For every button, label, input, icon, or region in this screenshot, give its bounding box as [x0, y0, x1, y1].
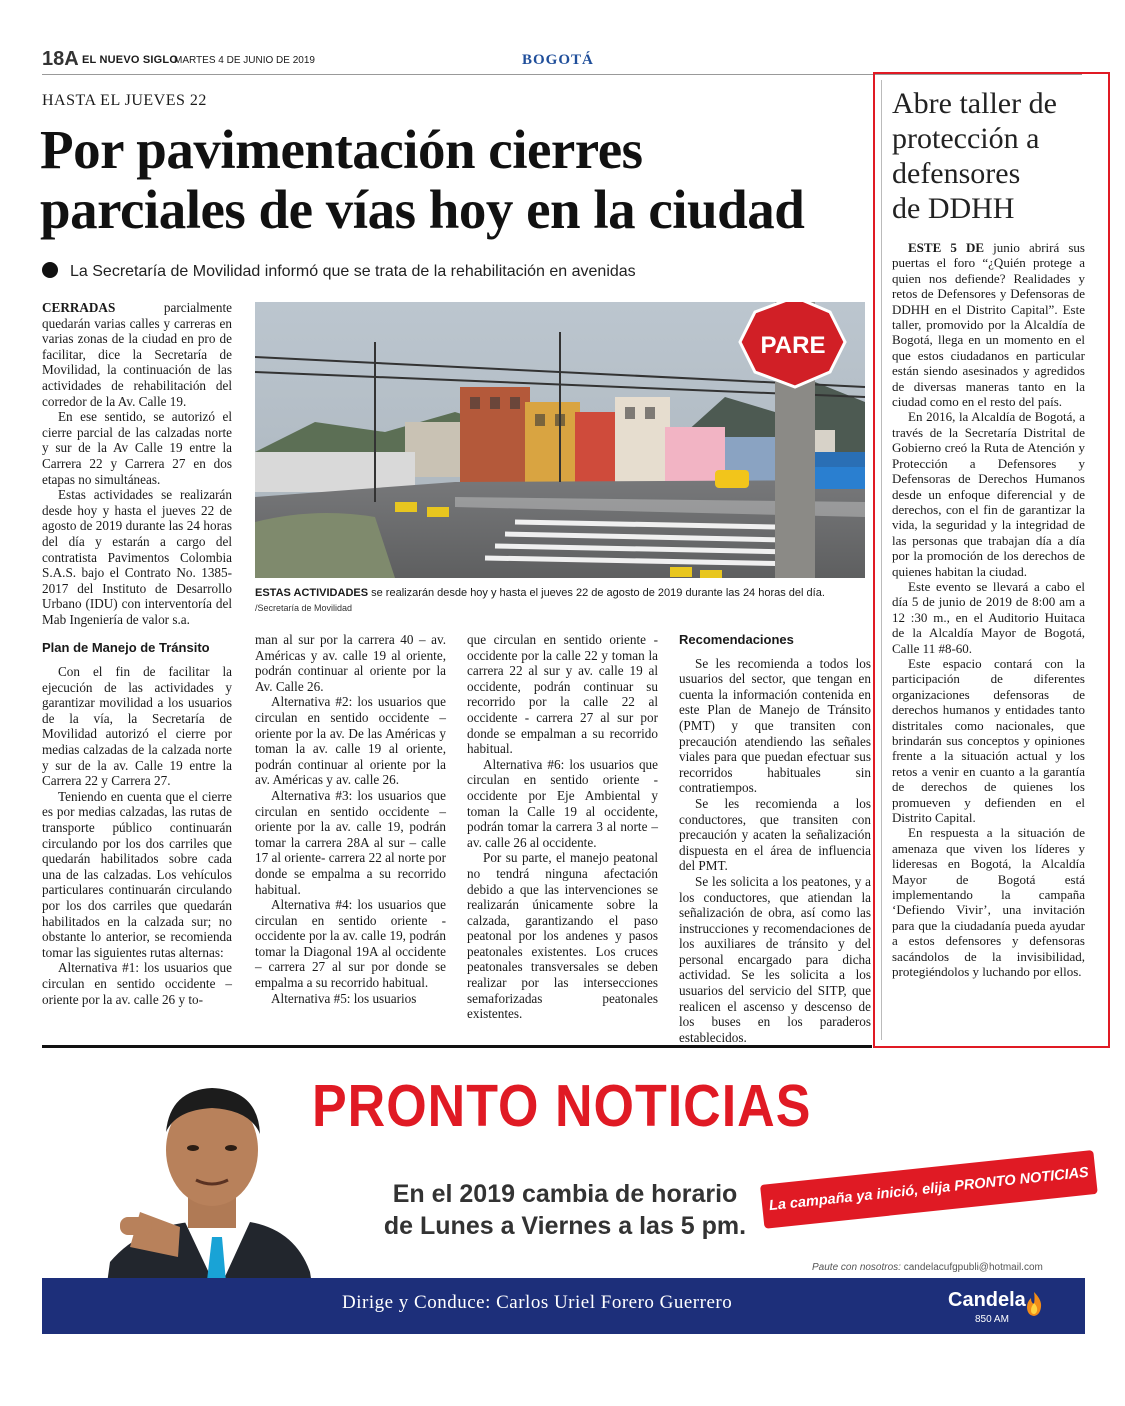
- page-number: 18A: [42, 48, 79, 70]
- ad-title: PRONTO NOTICIAS: [312, 1073, 812, 1140]
- sidebar-title-line-1: Abre taller de: [892, 87, 1057, 120]
- ad-host-line: Dirige y Conduce: Carlos Uriel Forero Guerrero: [342, 1292, 733, 1313]
- sidebar-paragraph-4: Este espacio contará con la participación de diferentes organizaciones defensoras de derechos humanos y entidades tanto distritales como nacionales, que brindarán sus conceptos y opiniones frente a la situación actual y los retos a venir en cuanto a la garantía de derechos de quienes los promueven y defienden en el Distrito Capital.: [892, 655, 1085, 826]
- sidebar-rule: [881, 80, 882, 1040]
- col1-subheading: Plan de Manejo de Tránsito: [42, 640, 210, 656]
- sidebar-paragraph-3: Este evento se llevará a cabo el día 5 de junio de 2019 de 8:00 am a 12 :30 m., en el Auditorio Huitaca de la Alcaldía Mayor de Bogotá, Calle 11 #8-60.: [892, 578, 1085, 656]
- ad-schedule-line-1: En el 2019 cambia de horario: [392, 1180, 738, 1208]
- col1-paragraph-6: Alternativa #1: los usuarios que circulan en sentido occidente – oriente por la av. calle 26 y to-: [42, 960, 232, 1007]
- caption-text: se realizarán desde hoy y hasta el jueves 22 de agosto de 2019 durante las 24 horas del día.: [368, 587, 825, 599]
- street-scene-illustration: [255, 302, 865, 578]
- issue-date: MARTES 4 DE JUNIO DE 2019: [174, 55, 315, 66]
- ad-contact-email: candelacufgpubli@hotmail.com: [903, 1262, 1043, 1273]
- sidebar-title-line-3: defensores: [892, 157, 1021, 190]
- col1-paragraph-3: Estas actividades se realizarán desde hoy y hasta el jueves 22 de agosto de 2019 durante las 24 horas del día y estarán a cargo del contratista Pavimentos Colombia S.A.S. bajo el Contrato No. 1385-2017 del Instituto de Desarrollo Urbano (IDU) con interventoría del Mab Ingeniería de valor s.a.: [42, 487, 232, 627]
- sidebar-paragraph-1: [892, 240, 1085, 409]
- stop-sign-text: PARE: [760, 332, 826, 359]
- col2-paragraph-2: Alternativa #2: los usuarios que circulan en sentido occidente – oriente por la av. De las Américas y toman la av. calle 19 al oriente, podrán continuar al oriente por la av. Américas y av. calle 26.: [255, 694, 446, 788]
- photo-credit: /Secretaría de Movilidad: [255, 603, 353, 613]
- col3-paragraph-3: Por su parte, el manejo peatonal no tendrá ninguna afectación debido a que las intervenciones se realizarán únicamente sobre la calzada, garantizando el paso peatonal por los andenes y pasos peatonales existentes. Los cruces peatonales transversales se deben realizar por las intersecciones semaforizadas peatonales existentes.: [467, 850, 658, 1022]
- article-headline: [40, 120, 860, 240]
- ad-campaign-banner: La campaña ya inició, elija PRONTO NOTICIAS: [760, 1150, 1098, 1229]
- article-bottom-rule: [42, 1045, 872, 1048]
- street-photo: [255, 302, 865, 578]
- masthead: [42, 50, 1084, 72]
- section-name: BOGOTÁ: [522, 52, 594, 68]
- article-subhead: [42, 262, 842, 281]
- col3-paragraph-1: que circulan en sentido oriente - occidente por la calle 22 y toman la carrera 22 al sur y av. calle 19 al occidente, podrán continuar su recorrido por la calle 22 al occidente - carrera 27 al sur por donde se empalman a su recorrido habitual.: [467, 632, 658, 757]
- article-column-1: [42, 300, 232, 1007]
- sidebar-body: [892, 240, 1085, 980]
- newspaper-name: EL NUEVO SIGLO: [82, 54, 179, 66]
- sidebar-title-line-2: protección a: [892, 122, 1040, 155]
- col4-paragraph-1: Se les recomienda a todos los usuarios del sector, que tengan en cuenta la información contenida en este Plan de Manejo de Tránsito (PMT) y que transiten con precaución atendiendo las señales viales para que puedan efectuar sus recorridos habituales sin contratiempos.: [679, 655, 871, 796]
- bullet-icon: [42, 262, 58, 278]
- subhead-text: La Secretaría de Movilidad informó que se trata de la rehabilitación en avenidas: [70, 263, 636, 280]
- station-logo: Candela: [948, 1289, 1026, 1311]
- col1-paragraph-2: En ese sentido, se autorizó el cierre parcial de las calzadas norte y sur de la Av Calle 19 entre la Carrera 22 y Carrera 27 en dos etapas no simultáneas.: [42, 409, 232, 487]
- lead-word: CERRADAS: [42, 300, 116, 315]
- ad-contact: [812, 1262, 1043, 1273]
- ad-schedule-line-2: de Lunes a Viernes a las 5 pm.: [383, 1212, 747, 1240]
- col1-paragraph-4: Con el fin de facilitar la ejecución de las actividades y garantizar movilidad a los usuarios de la vía, la Secretaría de Movilidad autorizó el cierre por medias calzadas de la calzada norte y sur de la av. Calle 19 entre la Carrera 22 y Carrera 27.: [42, 664, 232, 789]
- article-column-4: [679, 632, 871, 1045]
- sidebar-title: [892, 86, 1097, 226]
- col2-paragraph-4: Alternativa #4: los usuarios que circulan en sentido oriente - occidente por la av. calle 19, podrán tomar la Diagonal 19A al occidente – carrera 27 al sur por donde se empalma a su recorrido habitual.: [255, 897, 446, 991]
- col4-paragraph-2: Se les recomienda a los conductores, que transiten con precaución y acaten la señalización dispuesta en el área de influencia del PMT.: [679, 795, 871, 874]
- sidebar-title-line-4: de DDHH: [892, 192, 1015, 225]
- col4-paragraph-3: Se les solicita a los peatones, y a los conductores, que atiendan la señalización de obra, así como las instrucciones y recomendaciones de los auxiliares de tránsito y del personal encargado para dicha actividad. Se les solicita a los usuarios del servicio del SITP, que realicen el ascenso y descenso de los buses en los paraderos establecidos.: [679, 873, 871, 1045]
- article-kicker: HASTA EL JUEVES 22: [42, 92, 207, 109]
- sidebar-paragraph-5: En respuesta a la situación de amenaza que viven los líderes y lideresas en Bogotá, la Alcaldía Mayor de Bogotá está implementando la campaña ‘Defiendo Vivir’, una invitación para que la ciudadanía pueda ayudar a estos defensores y defensoras sacándolos de la invisibilidad, protegiéndolos y luchando por ellos.: [892, 825, 1085, 980]
- col1-paragraph-5: Teniendo en cuenta que el cierre es por medias calzadas, las rutas de transporte público continuarán circulando por los dos carriles que quedarán habilitados sobre cada una de las calzadas. Los vehículos particulares continuarán circulando por los dos carriles que quedarán habilitados en la calzada sur; no obstante lo anterior, se recomienda tomar las siguientes rutas alternas:: [42, 788, 232, 960]
- article-column-3: [467, 632, 658, 1022]
- headline-line-1: Por pavimentación cierres: [40, 119, 643, 180]
- col2-paragraph-1: man al sur por la carrera 40 – av. Américas y av. calle 19 al oriente, podrán continuar al oriente por la Av. Calle 26.: [255, 632, 446, 694]
- ad-contact-label: Paute con nosotros:: [812, 1262, 901, 1273]
- col2-paragraph-3: Alternativa #3: los usuarios que circulan en sentido occidente – oriente por la av. calle 19, podrán tomar la carrera 28A al sur – calle 17 al oriente- carrera 22 al norte por donde se empalma a su recorrido habitual.: [255, 787, 446, 897]
- photo-caption: [255, 586, 867, 600]
- flame-icon: [1024, 1291, 1044, 1322]
- headline-line-2: parciales de vías hoy en la ciudad: [40, 179, 805, 240]
- col1-paragraph-1: [42, 300, 232, 409]
- caption-lead: ESTAS ACTIVIDADES: [255, 587, 369, 599]
- col1-paragraph-1-text: parcialmente quedarán varias calles y carreras en varias zonas de la ciudad en pro de facilitar, dice la Secretaría de Movilidad, la continuación de las actividades de rehabilitación del corredor de la Av. Calle 19.: [42, 300, 232, 409]
- col4-subheading: Recomendaciones: [679, 632, 794, 647]
- article-column-2: [255, 632, 446, 1006]
- sidebar-lead: ESTE 5 DE: [908, 240, 985, 255]
- col3-paragraph-2: Alternativa #6: los usuarios que circulan en sentido oriente - occidente por Eje Ambiental y toman la Calle 19 al occidente, podrán tomar la carrera 3 al norte – av. calle 26 al occidente.: [467, 756, 658, 850]
- station-frequency: 850 AM: [975, 1314, 1009, 1325]
- col2-paragraph-5: Alternativa #5: los usuarios: [271, 990, 417, 1006]
- sidebar-paragraph-1-text: junio abrirá sus puertas el foro “¿Quién protege a quien nos defiende? Realidades y retos de Defensores y Defensoras de DDHH en el Distrito Capital”. Este taller, promovido por la Alcaldía de Bogotá, llega en un momento en el que estos ciudadanos en particular están siendo asesinados y agredidos de diversas maneras tanto en la ciudad como en el resto del país.: [892, 240, 1085, 410]
- sidebar-paragraph-2: En 2016, la Alcaldía de Bogotá, a través de la Secretaría Distrital de Gobierno creó la Ruta de Atención y Protección a Defensores y Defensoras de Derechos Humanos desde un enfoque diferencial y de derechos, con el fin de garantizar la vida, la seguridad y la integridad de las personas que trabajan día a día por la promoción de los derechos de quienes habitan la ciudad.: [892, 409, 1085, 579]
